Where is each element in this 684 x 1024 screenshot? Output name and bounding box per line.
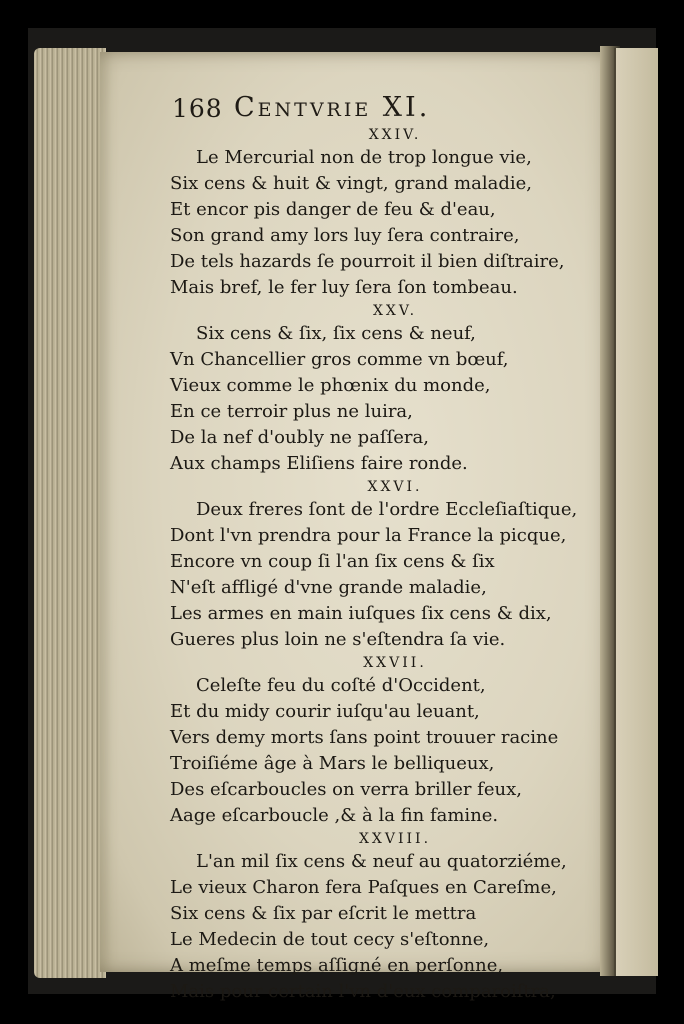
- verse-line: Six cens & ſix par eſcrit le mettra: [170, 903, 477, 924]
- quatrain-numeral: XXVI.: [367, 479, 423, 495]
- verse-line: Et du midy courir iuſqu'au leuant,: [170, 701, 480, 722]
- verse-body: [170, 125, 590, 1005]
- verse-line: Six cens & huit & vingt, grand maladie,: [170, 173, 532, 194]
- page-header: [172, 92, 512, 128]
- verse-line: Aage eſcarboucle ,& à la fin famine.: [170, 805, 499, 826]
- verse-line: Aux champs Eliſiens faire ronde.: [170, 453, 468, 474]
- verse-line: L'an mil ſix cens & neuf au quatorziéme,: [196, 851, 567, 872]
- verse-line: Deux freres ſont de l'ordre Eccleſiaſtique,: [196, 499, 578, 520]
- verse-line: Vn Chancellier gros comme vn bœuf,: [170, 349, 509, 370]
- verse-line: Mais bref, le fer luy ſera ſon tombeau.: [170, 277, 518, 298]
- verse-line: Celeſte feu du coſté d'Occident,: [196, 675, 486, 696]
- page-stack-edge: [34, 48, 106, 978]
- verse-line: Vieux comme le phœnix du monde,: [170, 375, 491, 396]
- verse-line: Son grand amy lors luy ſera contraire,: [170, 225, 520, 246]
- quatrain-numeral: XXVII.: [363, 655, 427, 671]
- verse-line: Le vieux Charon fera Paſques en Careſme,: [170, 877, 557, 898]
- quatrain-numeral: XXV.: [372, 303, 418, 319]
- verse-line: Mais pour certain l'vn d'eux comparoiſtra,: [170, 981, 556, 1002]
- verse-line: Les armes en main iuſques ſix cens & dix,: [170, 603, 552, 624]
- verse-line: Et encor pis danger de feu & d'eau,: [170, 199, 496, 220]
- verse-line: Troiſiéme âge à Mars le belliqueux,: [170, 753, 495, 774]
- verse-line: A meſme temps aſſigné en perſonne,: [170, 955, 504, 976]
- verse-line: De la nef d'oubly ne paſſera,: [170, 427, 429, 448]
- verse-line: Dont l'vn prendra pour la France la picque,: [170, 525, 567, 546]
- verse-line: Vers demy morts ſans point trouuer racine: [170, 727, 559, 748]
- verse-line: Le Mercurial non de trop longue vie,: [196, 147, 532, 168]
- quatrain-numeral: XXVIII.: [358, 831, 432, 847]
- verse-line: Des eſcarboucles on verra briller feux,: [170, 779, 522, 800]
- page-number: 168: [172, 94, 223, 123]
- running-title: Centvrie XI.: [234, 92, 431, 123]
- verse-line: Encore vn coup ſi l'an ſix cens & ſix: [170, 551, 495, 572]
- verse-line: En ce terroir plus ne luira,: [170, 401, 413, 422]
- facing-page-edge: [614, 48, 658, 976]
- verse-line: Six cens & ſix, ſix cens & neuf,: [196, 323, 476, 344]
- quatrain-numeral: XXIV.: [368, 127, 422, 143]
- verse-line: N'eſt affligé d'vne grande maladie,: [170, 577, 487, 598]
- verse-line: Le Medecin de tout cecy s'eſtonne,: [170, 929, 490, 950]
- verse-line: De tels hazards ſe pourroit il bien diſtraire,: [170, 251, 565, 272]
- verse-line: Gueres plus loin ne s'eſtendra ſa vie.: [170, 629, 506, 650]
